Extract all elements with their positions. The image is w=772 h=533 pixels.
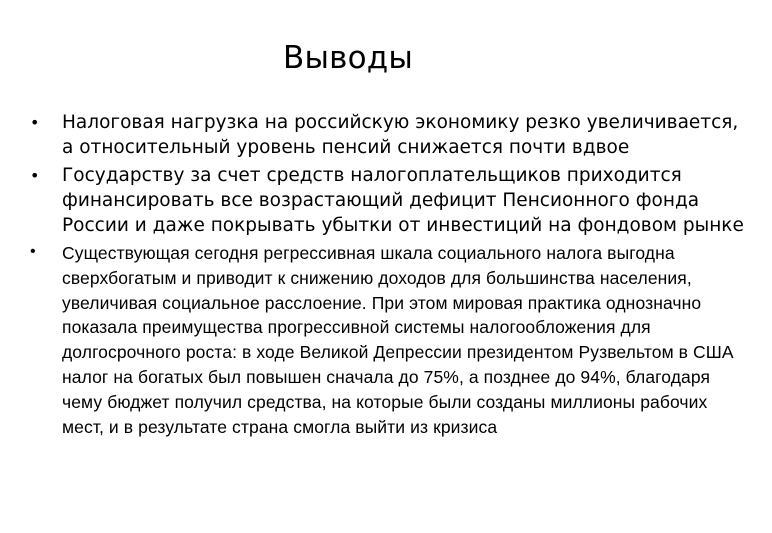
bullet-text: Налоговая нагрузка на российскую экономику резко увеличивается, а относительный уровень пенсий снижается почти вдвое xyxy=(62,112,739,158)
bullet-text: Государству за счет средств налогоплательщиков приходится финансировать все возрастающий дефицит Пенсионного фонда России и даже покрывать убытки от инвестиций на фондовом рынке xyxy=(62,165,744,236)
bullet-item xyxy=(30,163,750,238)
bullet-item xyxy=(30,110,750,160)
bullet-list xyxy=(30,110,750,439)
bullet-marker: • xyxy=(30,243,36,260)
bullet-marker: • xyxy=(30,113,40,132)
bullet-marker: • xyxy=(30,166,40,185)
bullet-text: Существующая сегодня регрессивная шкала социального налога выгодна сверхбогатым и приводит к снижению доходов для большинства населения, увеличивая социальное расслоение. При этом мировая практика однозначно показала преимущества прогрессивной системы налогообложения для долгосрочного роста: в ходе Великой Депрессии президентом Рузвельтом в США налог на богатых был повышен сначала до 75%, а позднее до 94%, благодаря чему бюджет получил средства, на которые были созданы миллионы рабочих мест, и в результате страна смогла выйти из кризиса xyxy=(62,243,734,437)
bullet-item xyxy=(30,241,750,439)
slide-title: Выводы xyxy=(283,40,414,76)
